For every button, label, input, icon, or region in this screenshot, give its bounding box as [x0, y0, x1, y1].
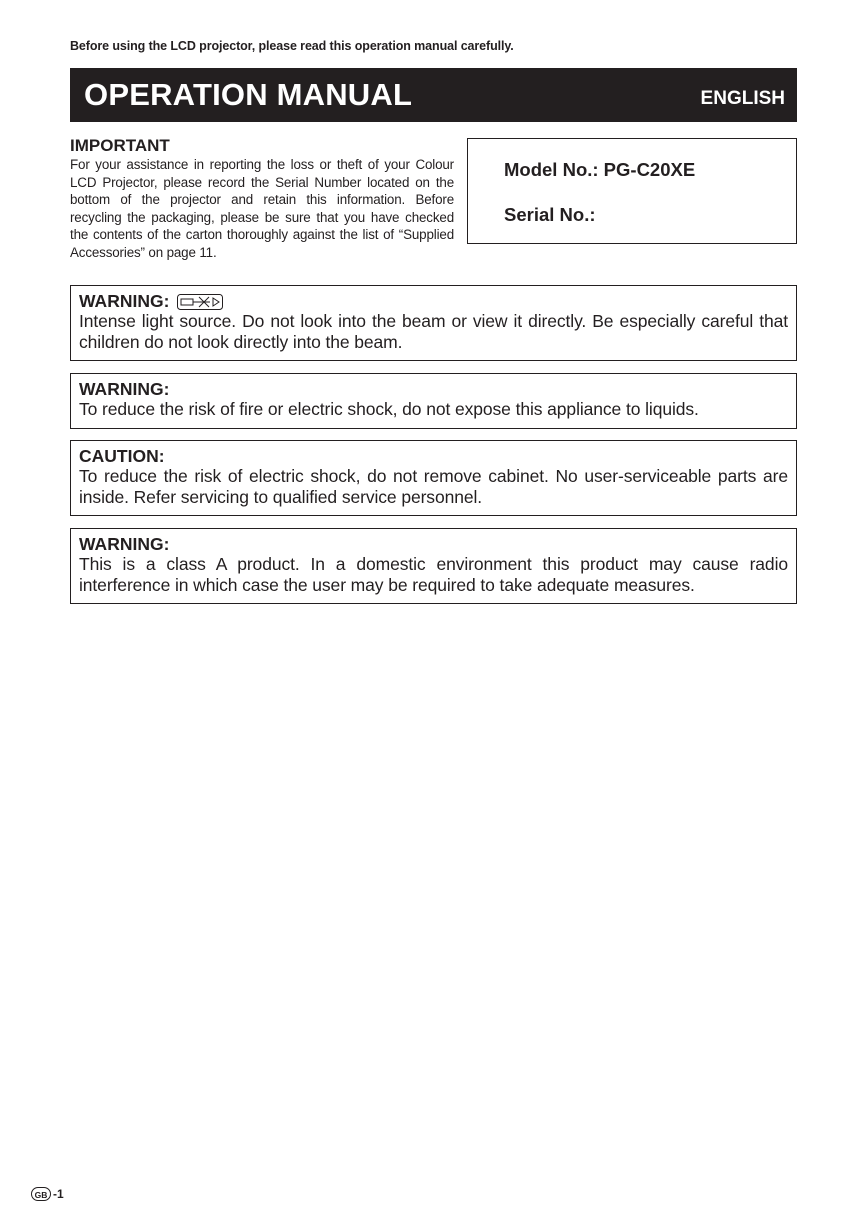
top-note: Before using the LCD projector, please read this operation manual carefully.: [70, 39, 514, 53]
warning-light-source: [70, 285, 797, 361]
notice-text: To reduce the risk of electric shock, do not remove cabinet. No user-serviceable parts are inside. Refer servicing to qualified service personnel.: [79, 466, 788, 507]
notice-heading: [79, 292, 788, 311]
notice-text: Intense light source. Do not look into the beam or view it directly. Be especially careful that children do not look directly into the beam.: [79, 311, 788, 352]
laser-beam-icon: [177, 294, 223, 310]
language-label: ENGLISH: [700, 88, 785, 109]
model-number: Model No.: PG-C20XE: [504, 159, 696, 180]
warning-class-a: [70, 528, 797, 604]
title-bar: [70, 68, 797, 122]
page-footer: [31, 1187, 64, 1201]
notice-heading: WARNING:: [79, 379, 170, 399]
notice-heading: WARNING:: [79, 534, 170, 554]
important-section: [70, 137, 454, 262]
caution-electric-shock: [70, 440, 797, 516]
warning-liquids: [70, 373, 797, 429]
gb-region-icon: GB: [31, 1187, 51, 1201]
notice-text: This is a class A product. In a domestic environment this product may cause radio interference in which case the user may be required to take adequate measures.: [79, 554, 788, 595]
page-number: -1: [53, 1187, 64, 1201]
notice-heading: CAUTION:: [79, 446, 165, 466]
model-serial-box: [467, 138, 797, 244]
notice-text: To reduce the risk of fire or electric shock, do not expose this appliance to liquids.: [79, 399, 699, 419]
serial-number: Serial No.:: [504, 204, 596, 225]
page-title: OPERATION MANUAL: [84, 77, 413, 112]
important-text: For your assistance in reporting the loss or theft of your Colour LCD Projector, please record the Serial Number located on the bottom of the projector and retain this information. Before recycling the packaging, please be sure that you have checked the contents of the carton thoroughly against the list of “Supplied Accessories” on page 11.: [70, 157, 454, 260]
notice-heading-text: WARNING:: [79, 291, 170, 311]
important-heading: IMPORTANT: [70, 136, 170, 155]
